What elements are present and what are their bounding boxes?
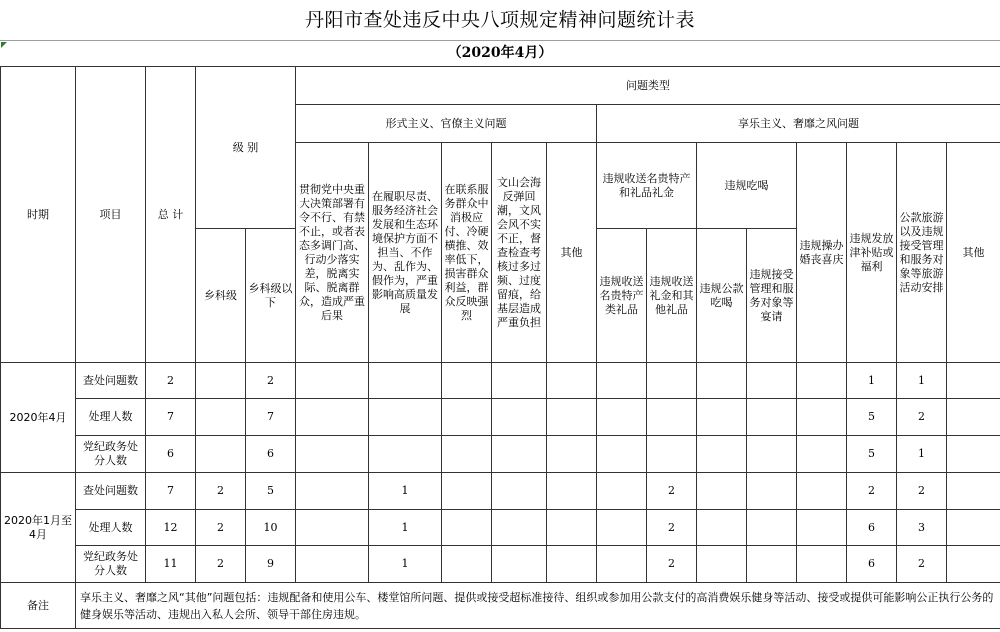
value-cell-below: 5: [246, 473, 296, 510]
header-period: 时期: [1, 67, 76, 363]
value-cell-gift-b: 2: [647, 510, 697, 546]
value-cell-other: [947, 363, 1000, 399]
value-cell-town: [196, 399, 246, 436]
value-cell-travel: 1: [897, 436, 947, 473]
value-cell-wedding: [797, 546, 847, 583]
table-row: [1, 363, 1000, 399]
value-cell-total: 7: [146, 399, 196, 436]
value-cell-gift-a: [597, 436, 647, 473]
value-cell-f3: [442, 510, 492, 546]
item-cell: 处理人数: [76, 399, 146, 436]
value-cell-gift-a: [597, 473, 647, 510]
value-cell-below: 9: [246, 546, 296, 583]
value-cell-gift-b: [647, 399, 697, 436]
value-cell-town: 2: [196, 473, 246, 510]
value-cell-allowance: 5: [847, 436, 897, 473]
header-wedding: 违规操办婚丧喜庆: [797, 143, 847, 363]
header-gift: 违规收送名贵特产和礼品礼金: [597, 143, 697, 229]
value-cell-eat-a: [697, 546, 747, 583]
value-cell-f1: [296, 473, 369, 510]
value-cell-below: 6: [246, 436, 296, 473]
value-cell-total: 11: [146, 546, 196, 583]
item-cell: 查处问题数: [76, 473, 146, 510]
item-cell: 党纪政务处分人数: [76, 546, 146, 583]
value-cell-f4: [492, 363, 547, 399]
value-cell-wedding: [797, 363, 847, 399]
header-problem-type: 问题类型: [296, 67, 1000, 105]
value-cell-other: [947, 436, 1000, 473]
value-cell-allowance: 6: [847, 546, 897, 583]
value-cell-gift-b: 2: [647, 473, 697, 510]
period-cell: 2020年4月: [1, 363, 76, 473]
value-cell-allowance: 6: [847, 510, 897, 546]
value-cell-travel: 1: [897, 363, 947, 399]
value-cell-f1: [296, 546, 369, 583]
value-cell-eat-b: [747, 363, 797, 399]
value-cell-f4: [492, 436, 547, 473]
value-cell-f2: [369, 399, 442, 436]
table-row: [1, 436, 1000, 473]
value-cell-f5: [547, 510, 597, 546]
table-row: [1, 473, 1000, 510]
value-cell-gift-b: [647, 363, 697, 399]
item-cell: 查处问题数: [76, 363, 146, 399]
item-cell: 党纪政务处分人数: [76, 436, 146, 473]
value-cell-eat-a: [697, 436, 747, 473]
value-cell-f4: [492, 510, 547, 546]
value-cell-eat-a: [697, 363, 747, 399]
header-level-below: 乡科级以下: [246, 229, 296, 363]
table-row: [1, 399, 1000, 436]
value-cell-other: [947, 473, 1000, 510]
value-cell-total: 2: [146, 363, 196, 399]
value-cell-travel: 3: [897, 510, 947, 546]
value-cell-f3: [442, 473, 492, 510]
value-cell-f5: [547, 436, 597, 473]
value-cell-f3: [442, 363, 492, 399]
header-gift-specialty: 违规收送名贵特产类礼品: [597, 229, 647, 363]
table-row: [1, 546, 1000, 583]
value-cell-travel: 2: [897, 473, 947, 510]
value-cell-f2: [369, 363, 442, 399]
value-cell-wedding: [797, 510, 847, 546]
value-cell-f5: [547, 363, 597, 399]
header-level-town: 乡科级: [196, 229, 246, 363]
value-cell-town: 2: [196, 546, 246, 583]
value-cell-f3: [442, 399, 492, 436]
value-cell-below: 2: [246, 363, 296, 399]
remark-row: [1, 583, 1000, 629]
value-cell-allowance: 1: [847, 363, 897, 399]
value-cell-f1: [296, 510, 369, 546]
value-cell-below: 7: [246, 399, 296, 436]
value-cell-gift-a: [597, 399, 647, 436]
header-formalism-other: 其他: [547, 143, 597, 363]
value-cell-total: 6: [146, 436, 196, 473]
header-total: 总 计: [146, 67, 196, 363]
value-cell-eat-b: [747, 510, 797, 546]
value-cell-eat-b: [747, 473, 797, 510]
value-cell-travel: 2: [897, 399, 947, 436]
header-level: 级 别: [196, 67, 296, 229]
value-cell-total: 7: [146, 473, 196, 510]
value-cell-f5: [547, 473, 597, 510]
period-cell: 2020年1月至4月: [1, 473, 76, 583]
value-cell-gift-a: [597, 510, 647, 546]
value-cell-eat-a: [697, 399, 747, 436]
header-formalism-duty: 在履职尽责、服务经济社会发展和生态环境保护方面不担当、不作为、乱作为、假作为，严重影响高质量发展: [369, 143, 442, 363]
value-cell-wedding: [797, 473, 847, 510]
value-cell-town: [196, 436, 246, 473]
value-cell-gift-a: [597, 546, 647, 583]
value-cell-eat-b: [747, 546, 797, 583]
value-cell-f2: 1: [369, 510, 442, 546]
value-cell-f5: [547, 546, 597, 583]
value-cell-gift-b: 2: [647, 546, 697, 583]
value-cell-f2: [369, 436, 442, 473]
header-formalism: 形式主义、官僚主义问题: [296, 105, 597, 143]
header-hedonism: 享乐主义、奢靡之风问题: [597, 105, 1000, 143]
value-cell-eat-b: [747, 399, 797, 436]
value-cell-total: 12: [146, 510, 196, 546]
value-cell-eat-a: [697, 473, 747, 510]
value-cell-f1: [296, 399, 369, 436]
header-formalism-decision: 贯彻党中央重大决策部署有令不行、有禁不止，或者表态多调门高、行动少落实差，脱离实际、脱离群众，造成严重后果: [296, 143, 369, 363]
value-cell-below: 10: [246, 510, 296, 546]
header-travel: 公款旅游以及违规接受管理和服务对象等旅游活动安排: [897, 143, 947, 363]
value-cell-eat-b: [747, 436, 797, 473]
header-eat: 违规吃喝: [697, 143, 797, 229]
value-cell-f4: [492, 546, 547, 583]
value-cell-town: [196, 363, 246, 399]
value-cell-f2: 1: [369, 546, 442, 583]
remark-label: 备注: [1, 583, 76, 629]
value-cell-other: [947, 510, 1000, 546]
page-subtitle: （2020年4月）: [447, 45, 553, 61]
value-cell-gift-a: [597, 363, 647, 399]
value-cell-f1: [296, 363, 369, 399]
value-cell-town: 2: [196, 510, 246, 546]
value-cell-other: [947, 546, 1000, 583]
value-cell-wedding: [797, 399, 847, 436]
remark-text: 享乐主义、奢靡之风“其他”问题包括：违规配备和使用公车、楼堂馆所问题、提供或接受超标准接待、组织或参加用公款支付的高消费娱乐健身等活动、接受或提供可能影响公正执行公务的健身娱乐等活动、违规出入私人会所、领导干部住房违规。: [76, 583, 1000, 629]
value-cell-f5: [547, 399, 597, 436]
value-cell-other: [947, 399, 1000, 436]
value-cell-gift-b: [647, 436, 697, 473]
page-title: 丹阳市查处违反中央八项规定精神问题统计表: [304, 9, 695, 31]
value-cell-f3: [442, 546, 492, 583]
value-cell-allowance: 5: [847, 399, 897, 436]
header-hedonism-other: 其他: [947, 143, 1000, 363]
value-cell-wedding: [797, 436, 847, 473]
value-cell-f1: [296, 436, 369, 473]
header-formalism-meetings: 文山会海反弹回潮，文风会风不实不正，督查检查考核过多过频、过度留痕，给基层造成严重负担: [492, 143, 547, 363]
item-cell: 处理人数: [76, 510, 146, 546]
value-cell-f4: [492, 473, 547, 510]
header-eat-banquet: 违规接受管理和服务对象等宴请: [747, 229, 797, 363]
value-cell-f3: [442, 436, 492, 473]
header-item: 项目: [76, 67, 146, 363]
header-formalism-masses: 在联系服务群众中消极应付、冷硬横推、效率低下，损害群众利益，群众反映强烈: [442, 143, 492, 363]
value-cell-f4: [492, 399, 547, 436]
header-gift-money: 违规收送礼金和其他礼品: [647, 229, 697, 363]
value-cell-eat-a: [697, 510, 747, 546]
statistics-table: [0, 66, 1000, 629]
header-allowance: 违规发放津补贴或福利: [847, 143, 897, 363]
table-row: [1, 510, 1000, 546]
value-cell-f2: 1: [369, 473, 442, 510]
value-cell-travel: 2: [897, 546, 947, 583]
header-eat-public: 违规公款吃喝: [697, 229, 747, 363]
value-cell-allowance: 2: [847, 473, 897, 510]
